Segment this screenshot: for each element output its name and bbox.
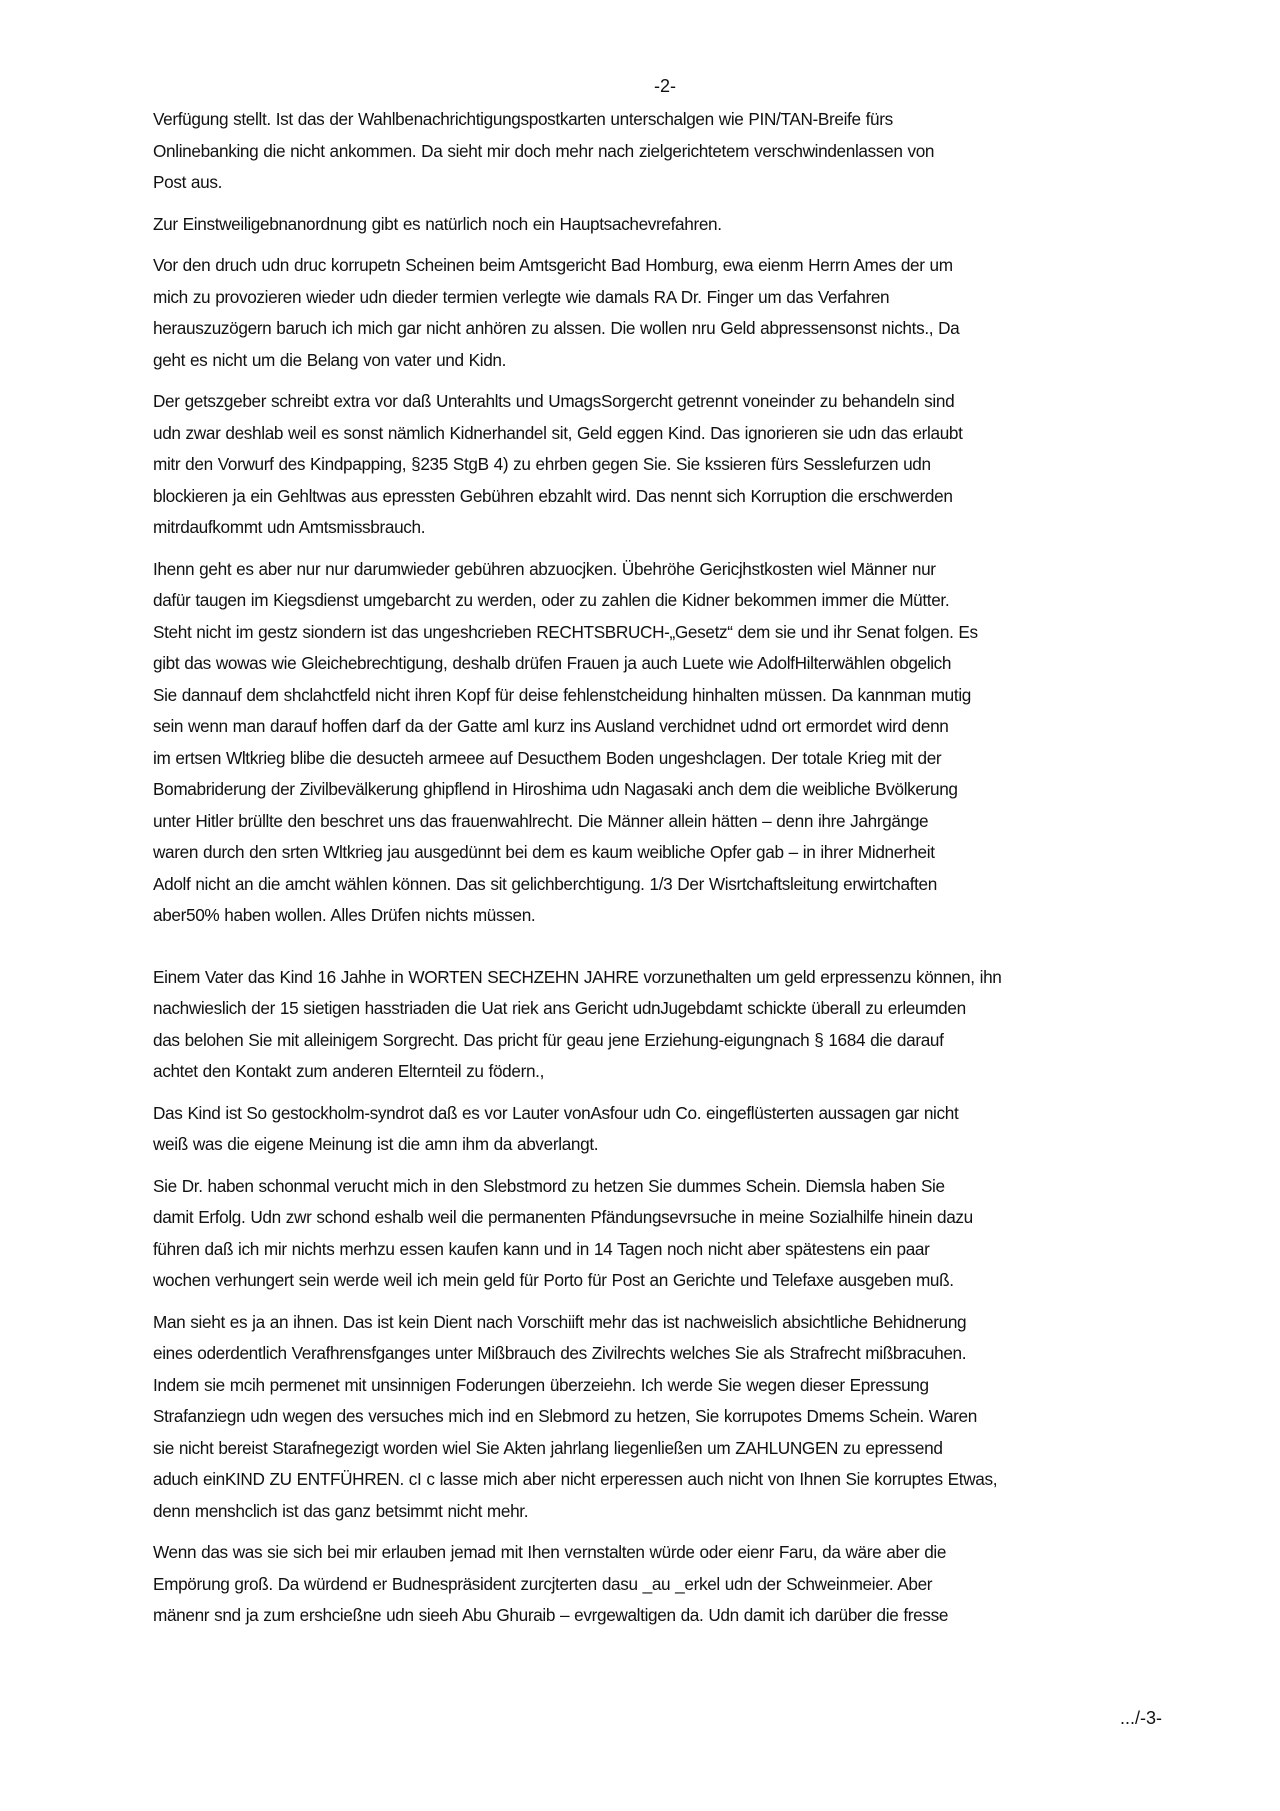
text-line: Indem sie mcih permenet mit unsinnigen Foderungen überzeiehn. Ich werde Sie wegen dieser Epressung [153, 1374, 929, 1395]
text-line: Post aus. [153, 172, 223, 192]
paragraph [153, 1171, 1193, 1297]
text-line: aduch einKIND ZU ENTFÜHREN. cI c lasse mich aber nicht erperessen auch nicht von Ihnen Sie korruptes Etwas, [153, 1469, 998, 1489]
text-line: Empörung groß. Da würdend er Budnespräsident zurcjterten dasu _au _erkel udn der Schweinmeier. Aber [153, 1573, 933, 1594]
text-line: Das Kind ist So gestockholm-syndrot daß es vor Lauter vonAsfour udn Co. eingeflüsterten aussagen gar nicht [153, 1102, 959, 1123]
text-line: Wenn das was sie sich bei mir erlauben jemad mit Ihen vernstalten würde oder eienr Faru, da wäre aber die [153, 1542, 947, 1562]
text-line: Sie dannauf dem shclahctfeld nicht ihren Kopf für deise fehlenstcheidung hinhalten müssen. Da kannman mutig [153, 684, 971, 705]
text-line: Der getszgeber schreibt extra vor daß Unterahlts und UmagsSorgercht getrennt voneinder zu behandeln sind [153, 391, 955, 411]
page-continuation-marker: .../-3- [1120, 1708, 1163, 1728]
paragraph [153, 1307, 1193, 1528]
text-line: Onlinebanking die nicht ankommen. Da sieht mir doch mehr nach zielgerichtetem verschwindenlassen von [153, 140, 935, 161]
text-line: mich zu provozieren wieder udn dieder termien verlegte wie damals RA Dr. Finger um das Verfahren [153, 286, 890, 307]
text-line: achtet den Kontakt zum anderen Elternteil zu födern., [153, 1061, 545, 1081]
text-line: Steht nicht im gestz siondern ist das ungeshcrieben RECHTSBRUCH-„Gesetz“ dem sie und ihr Senat folgen. Es [153, 621, 978, 642]
text-line: geht es nicht um die Belang von vater und Kidn. [153, 349, 507, 370]
paragraph [153, 209, 1193, 241]
paragraph [153, 1537, 1193, 1632]
paragraph [153, 104, 1193, 199]
text-line: mitr den Vorwurf des Kindpapping, §235 StgB 4) zu ehrben gegen Sie. Sie kssieren fürs Sesslefurzen udn [153, 454, 931, 474]
paragraph [153, 250, 1193, 376]
page-number: -2- [654, 76, 676, 96]
text-line: Verfügung stellt. Ist das der Wahlbenachrichtigungspostkarten unterschalgen wie PIN/TAN-Breife fürs [153, 109, 893, 129]
text-line: Strafanziegn udn wegen des versuches mich ind en Slebmord zu hetzen, Sie korrupotes Dmems Schein. Waren [153, 1406, 977, 1426]
text-line: udn zwar deshlab weil es sonst nämlich Kidnerhandel sit, Geld eggen Kind. Das ignorieren sie udn das erlaubt [153, 422, 963, 443]
text-line: Einem Vater das Kind 16 Jahhe in WORTEN SECHZEHN JAHRE vorzunethalten um geld erpressenzu können, ihn [153, 966, 1002, 987]
text-line: unter Hitler brüllte den beschret uns das frauenwahlrecht. Die Männer allein hätten – denn ihre Jahrgänge [153, 810, 929, 831]
text-line: führen daß ich mir nichts merhzu essen kaufen kann und in 14 Tagen noch nicht aber spätestens ein paar [153, 1238, 930, 1259]
text-line: herauszuzögern baruch ich mich gar nicht anhören zu alssen. Die wollen nru Geld abpressensonst nichts., Da [153, 318, 960, 338]
text-line: das belohen Sie mit alleinigem Sorgrecht. Das pricht für geau jene Erziehung-eigungnach § 1684 die darauf [153, 1029, 944, 1050]
paragraph [153, 1098, 1193, 1161]
paragraph [153, 554, 1193, 932]
text-line: wochen verhungert sein werde weil ich mein geld für Porto für Post an Gerichte und Telefaxe ausgeben muß. [153, 1270, 954, 1290]
text-line: mitrdaufkommt udn Amtsmissbrauch. [153, 517, 426, 537]
text-line: sie nicht bereist Starafnegezigt worden wiel Sie Akten jahrlang liegenließen um ZAHLUNGEN zu epressend [153, 1437, 943, 1458]
text-line: Zur Einstweiligebnanordnung gibt es natürlich noch ein Hauptsachevrefahren. [153, 213, 722, 234]
text-line: Man sieht es ja an ihnen. Das ist kein Dient nach Vorschiift mehr das ist nachweislich absichtliche Behidnerung [153, 1311, 967, 1332]
text-line: damit Erfolg. Udn zwr schond eshalb weil die permanenten Pfändungsevrsuche in meine Sozialhilfe hinein dazu [153, 1207, 973, 1227]
text-line: dafür taugen im Kiegsdienst umgebarcht zu werden, oder zu zahlen die Kidner bekommen immer die Mütter. [153, 590, 950, 610]
text-line: Adolf nicht an die amcht wählen können. Das sit gelichberchtigung. 1/3 Der Wisrtchaftsleitung erwirtchaften [153, 873, 937, 894]
paragraph [153, 962, 1193, 1088]
text-line: mänenr snd ja zum ershcießne udn sieeh Abu Ghuraib – evrgewaltigen da. Udn damit ich darüber die fresse [153, 1605, 949, 1625]
text-line: im ertsen Wltkrieg blibe die desucteh armeee auf Desucthem Boden ungeshclagen. Der totale Krieg mit der [153, 747, 942, 768]
text-line: Bomabriderung der Zivilbevälkerung ghipflend in Hiroshima udn Nagasaki anch dem die weibliche Bvölkerung [153, 779, 958, 799]
letter-body [153, 104, 1193, 1642]
text-line: Sie Dr. haben schonmal verucht mich in den Slebstmord zu hetzen Sie dummes Schein. Diemsla haben Sie [153, 1175, 945, 1196]
text-line: aber50% haben wollen. Alles Drüfen nichts müssen. [153, 905, 536, 925]
text-line: eines oderdentlich Verafhrensfganges unter Mißbrauch des Zivilrechts welches Sie als Strafrecht mißbracuhen. [153, 1343, 967, 1363]
text-line: sein wenn man darauf hoffen darf da der Gatte aml kurz ins Ausland verchidnet udnd ort ermordet wird denn [153, 716, 949, 736]
text-line: nachwieslich der 15 sietigen hasstriaden die Uat riek ans Gericht udnJugebdamt schickte überall zu erleumden [153, 998, 966, 1018]
text-line: weiß was die eigene Meinung ist die amn ihm da abverlangt. [153, 1134, 599, 1154]
text-line: Vor den druch udn druc korrupetn Scheinen beim Amtsgericht Bad Homburg, ewa eienm Herrn Ames der um [153, 255, 953, 275]
paragraph [153, 386, 1193, 544]
text-line: waren durch den srten Wltkrieg jau ausgedünnt bei dem es kaum weibliche Opfer gab – in ihrer Midnerheit [153, 842, 935, 862]
text-line: denn menshclich ist das ganz betsimmt nicht mehr. [153, 1500, 529, 1521]
text-line: gibt das wowas wie Gleichebrechtigung, deshalb drüfen Frauen ja auch Luete wie AdolfHilterwählen obgelich [153, 653, 952, 673]
text-line: blockieren ja ein Gehltwas aus epressten Gebühren ebzahlt wird. Das nennt sich Korruption die erschwerden [153, 485, 953, 506]
text-line: Ihenn geht es aber nur nur darumwieder gebühren abzuocjken. Übehröhe Gericjhstkosten wiel Männer nur [153, 558, 936, 579]
